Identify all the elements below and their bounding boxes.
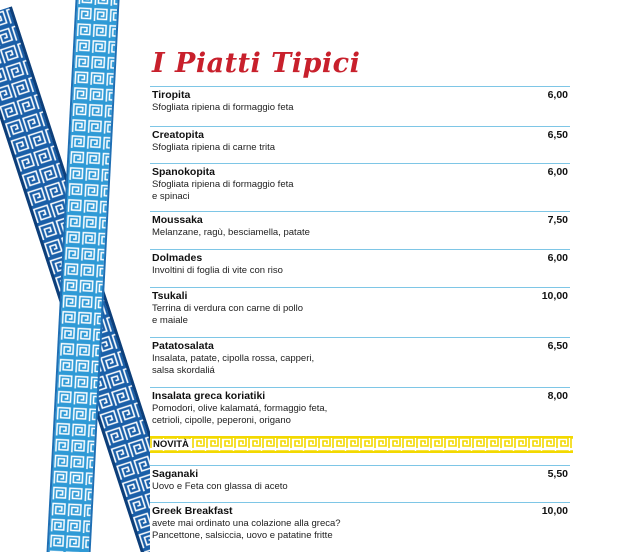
dish-description: avete mai ordinato una colazione alla greca? Pancettone, salsiccia, uovo e patatine fritte: [152, 518, 341, 541]
dish-price: 5,50: [547, 468, 568, 480]
dish-price: 7,50: [547, 214, 568, 226]
dish-price: 10,00: [541, 505, 568, 517]
divider: [150, 337, 570, 338]
divider: [150, 211, 570, 212]
menu-item-tiropita: [150, 86, 570, 126]
menu-list: [150, 0, 570, 552]
divider: [150, 126, 570, 127]
dish-description: Sfogliata ripiena di formaggio feta: [152, 102, 294, 113]
menu-item-creatopita: [150, 126, 570, 166]
dish-description: Terrina di verdura con carne di pollo e maiale: [152, 303, 304, 326]
menu-item-spanokopita: [150, 163, 570, 213]
dish-description: Pomodori, olive kalamatá, formaggio feta, cetrioli, cipolle, peperoni, origano: [152, 403, 328, 426]
dish-price: 6,00: [547, 89, 568, 101]
menu-item-greek-breakfast: [150, 502, 570, 552]
dish-price: 6,00: [547, 252, 568, 264]
dish-name: Moussaka: [152, 214, 203, 226]
dish-description: Insalata, patate, cipolla rossa, capperi, salsa skordaliá: [152, 353, 315, 376]
dish-description: Involtini di foglia di vite con riso: [152, 265, 283, 276]
menu-item-saganaki: [150, 465, 570, 505]
dish-name: Greek Breakfast: [152, 505, 233, 517]
dish-price: 6,00: [547, 166, 568, 178]
menu-item-patatosalata: [150, 337, 570, 387]
divider: [150, 387, 570, 388]
dish-name: Insalata greca koriatiki: [152, 390, 266, 402]
dish-price: 8,00: [547, 390, 568, 402]
dish-name: Patatosalata: [152, 340, 214, 352]
menu-item-dolmades: [150, 249, 570, 289]
dish-name: Saganaki: [152, 468, 199, 480]
novita-banner: [150, 436, 573, 453]
divider: [150, 287, 570, 288]
dish-name: Tiropita: [152, 89, 191, 101]
menu-item-moussaka: [150, 211, 570, 251]
dish-name: Tsukali: [152, 290, 188, 302]
dish-description: Sfogliata ripiena di carne trita: [152, 142, 276, 153]
divider: [150, 502, 570, 503]
menu-item-tsukali: [150, 287, 570, 337]
menu-title: I Piatti Tipici: [152, 48, 361, 79]
dish-name: Spanokopita: [152, 166, 216, 178]
dish-description: Melanzane, ragù, besciamella, patate: [152, 227, 310, 238]
greek-key-border-decoration: [0, 0, 150, 552]
dish-description: Sfogliata ripiena di formaggio feta e spinaci: [152, 179, 294, 202]
dish-name: Dolmades: [152, 252, 203, 264]
divider: [150, 86, 570, 87]
dish-price: 6,50: [547, 340, 568, 352]
novita-label: NOVITÀ: [153, 439, 192, 450]
menu-item-insalata-greca: [150, 387, 570, 435]
dish-description: Uovo e Feta con glassa di aceto: [152, 481, 288, 492]
dish-name: Creatopita: [152, 129, 204, 141]
divider: [150, 465, 570, 466]
divider: [150, 163, 570, 164]
dish-price: 10,00: [541, 290, 568, 302]
novita-greek-key-band: [150, 436, 573, 453]
divider: [150, 249, 570, 250]
dish-price: 6,50: [547, 129, 568, 141]
